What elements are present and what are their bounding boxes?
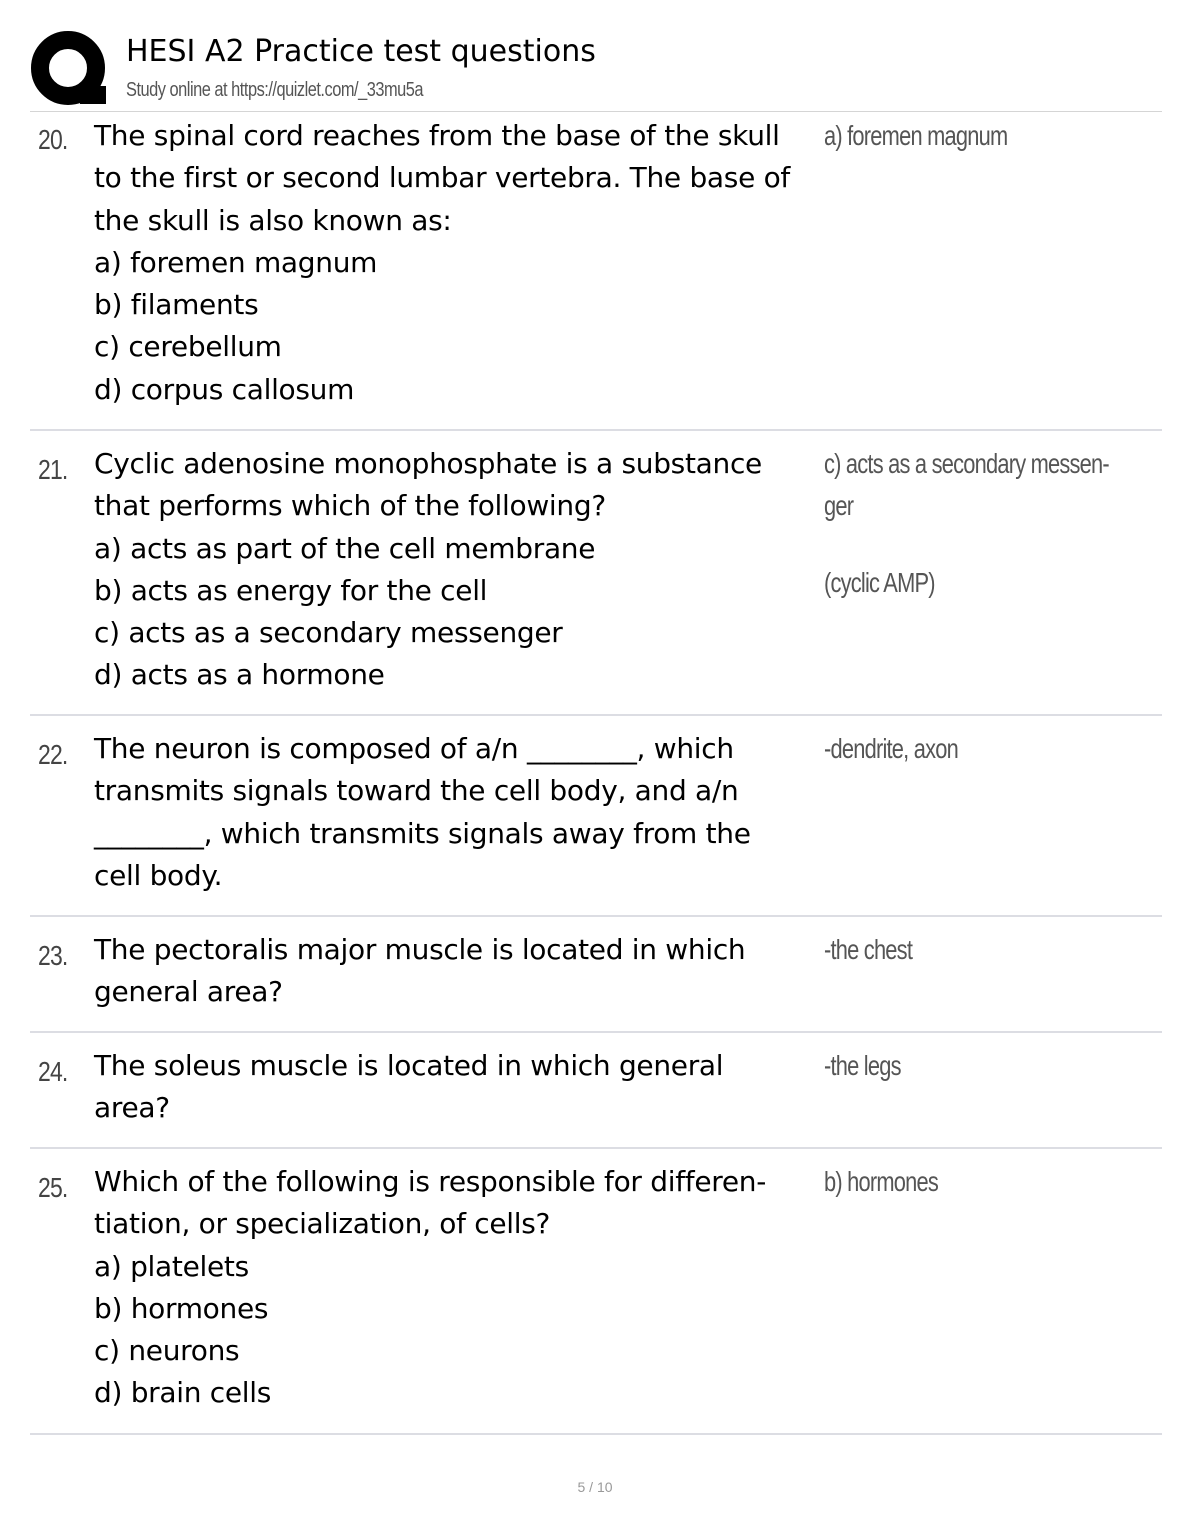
answer-line: (cyclic AMP)	[824, 566, 935, 598]
answer-line: -dendrite, axon	[824, 733, 959, 764]
answer-text	[824, 929, 1154, 971]
question-line: general area?	[94, 975, 283, 1009]
question-number: 21.	[38, 454, 68, 485]
document-header	[0, 0, 1190, 112]
question-line: cell body.	[94, 858, 223, 892]
answer-text	[824, 1161, 1154, 1203]
document-subtitle: Study online at https://quizlet.com/_33mu5a	[126, 79, 424, 101]
question-line: The neuron is composed of a/n ________, which	[94, 732, 734, 765]
question-line: transmits signals toward the cell body, and a/n	[94, 774, 739, 808]
question-line: b) hormones	[94, 1291, 269, 1325]
question-line: d) corpus callosum	[94, 372, 355, 406]
question-line: a) platelets	[94, 1249, 249, 1283]
answer-line: a) foremen magnum	[824, 120, 1008, 151]
question-line: The soleus muscle is located in which general	[94, 1049, 724, 1082]
question-line: a) foremen magnum	[94, 245, 378, 279]
question-text	[94, 1161, 824, 1415]
answer-text	[824, 1045, 1154, 1087]
answer-line: c) acts as a secondary messen-	[824, 448, 1109, 479]
question-line: that performs which of the following?	[94, 489, 606, 523]
question-line: d) acts as a hormone	[94, 658, 385, 692]
answer-line: ger	[824, 490, 854, 522]
question-text	[94, 115, 824, 411]
question-text	[94, 929, 824, 1014]
answer-text	[824, 728, 1154, 770]
question-row	[30, 1149, 1162, 1435]
question-text	[94, 1045, 824, 1130]
answer-line: -the legs	[824, 1050, 901, 1081]
answer-line: -the chest	[824, 934, 913, 965]
question-line: The pectoralis major muscle is located in which	[94, 933, 746, 966]
question-line: tiation, or specialization, of cells?	[94, 1207, 551, 1241]
question-line: d) brain cells	[94, 1376, 272, 1410]
answer-text	[824, 115, 1154, 157]
question-line: c) acts as a secondary messenger	[94, 616, 563, 650]
question-number: 20.	[38, 124, 68, 155]
question-list	[30, 112, 1162, 1435]
question-line: ________, which transmits signals away from the	[94, 816, 751, 850]
question-row	[30, 431, 1162, 716]
question-line: b) acts as energy for the cell	[94, 573, 488, 607]
question-line: area?	[94, 1091, 170, 1125]
question-line: The spinal cord reaches from the base of the skull	[94, 119, 780, 152]
answer-spacer	[824, 528, 1154, 562]
question-number: 23.	[38, 940, 68, 971]
question-row	[30, 917, 1162, 1033]
question-text	[94, 728, 824, 897]
question-line: c) neurons	[94, 1334, 240, 1368]
question-line: b) filaments	[94, 288, 259, 322]
question-number: 22.	[38, 739, 68, 770]
question-line: c) cerebellum	[94, 330, 282, 364]
question-row	[30, 1033, 1162, 1149]
answer-line: b) hormones	[824, 1166, 939, 1197]
answer-text	[824, 443, 1154, 604]
page-number: 5 / 10	[577, 1479, 613, 1495]
document-title: HESI A2 Practice test questions	[126, 34, 596, 69]
question-line: a) acts as part of the cell membrane	[94, 531, 596, 565]
question-row	[30, 716, 1162, 917]
question-number: 24.	[38, 1056, 68, 1087]
question-row	[30, 112, 1162, 431]
question-line: to the first or second lumbar vertebra. The base of	[94, 161, 790, 195]
quizlet-logo-icon	[30, 30, 108, 108]
question-line: the skull is also known as:	[94, 203, 452, 237]
question-line: Which of the following is responsible for differen-	[94, 1165, 767, 1198]
question-line: Cyclic adenosine monophosphate is a substance	[94, 447, 762, 480]
question-number: 25.	[38, 1172, 68, 1203]
question-text	[94, 443, 824, 697]
